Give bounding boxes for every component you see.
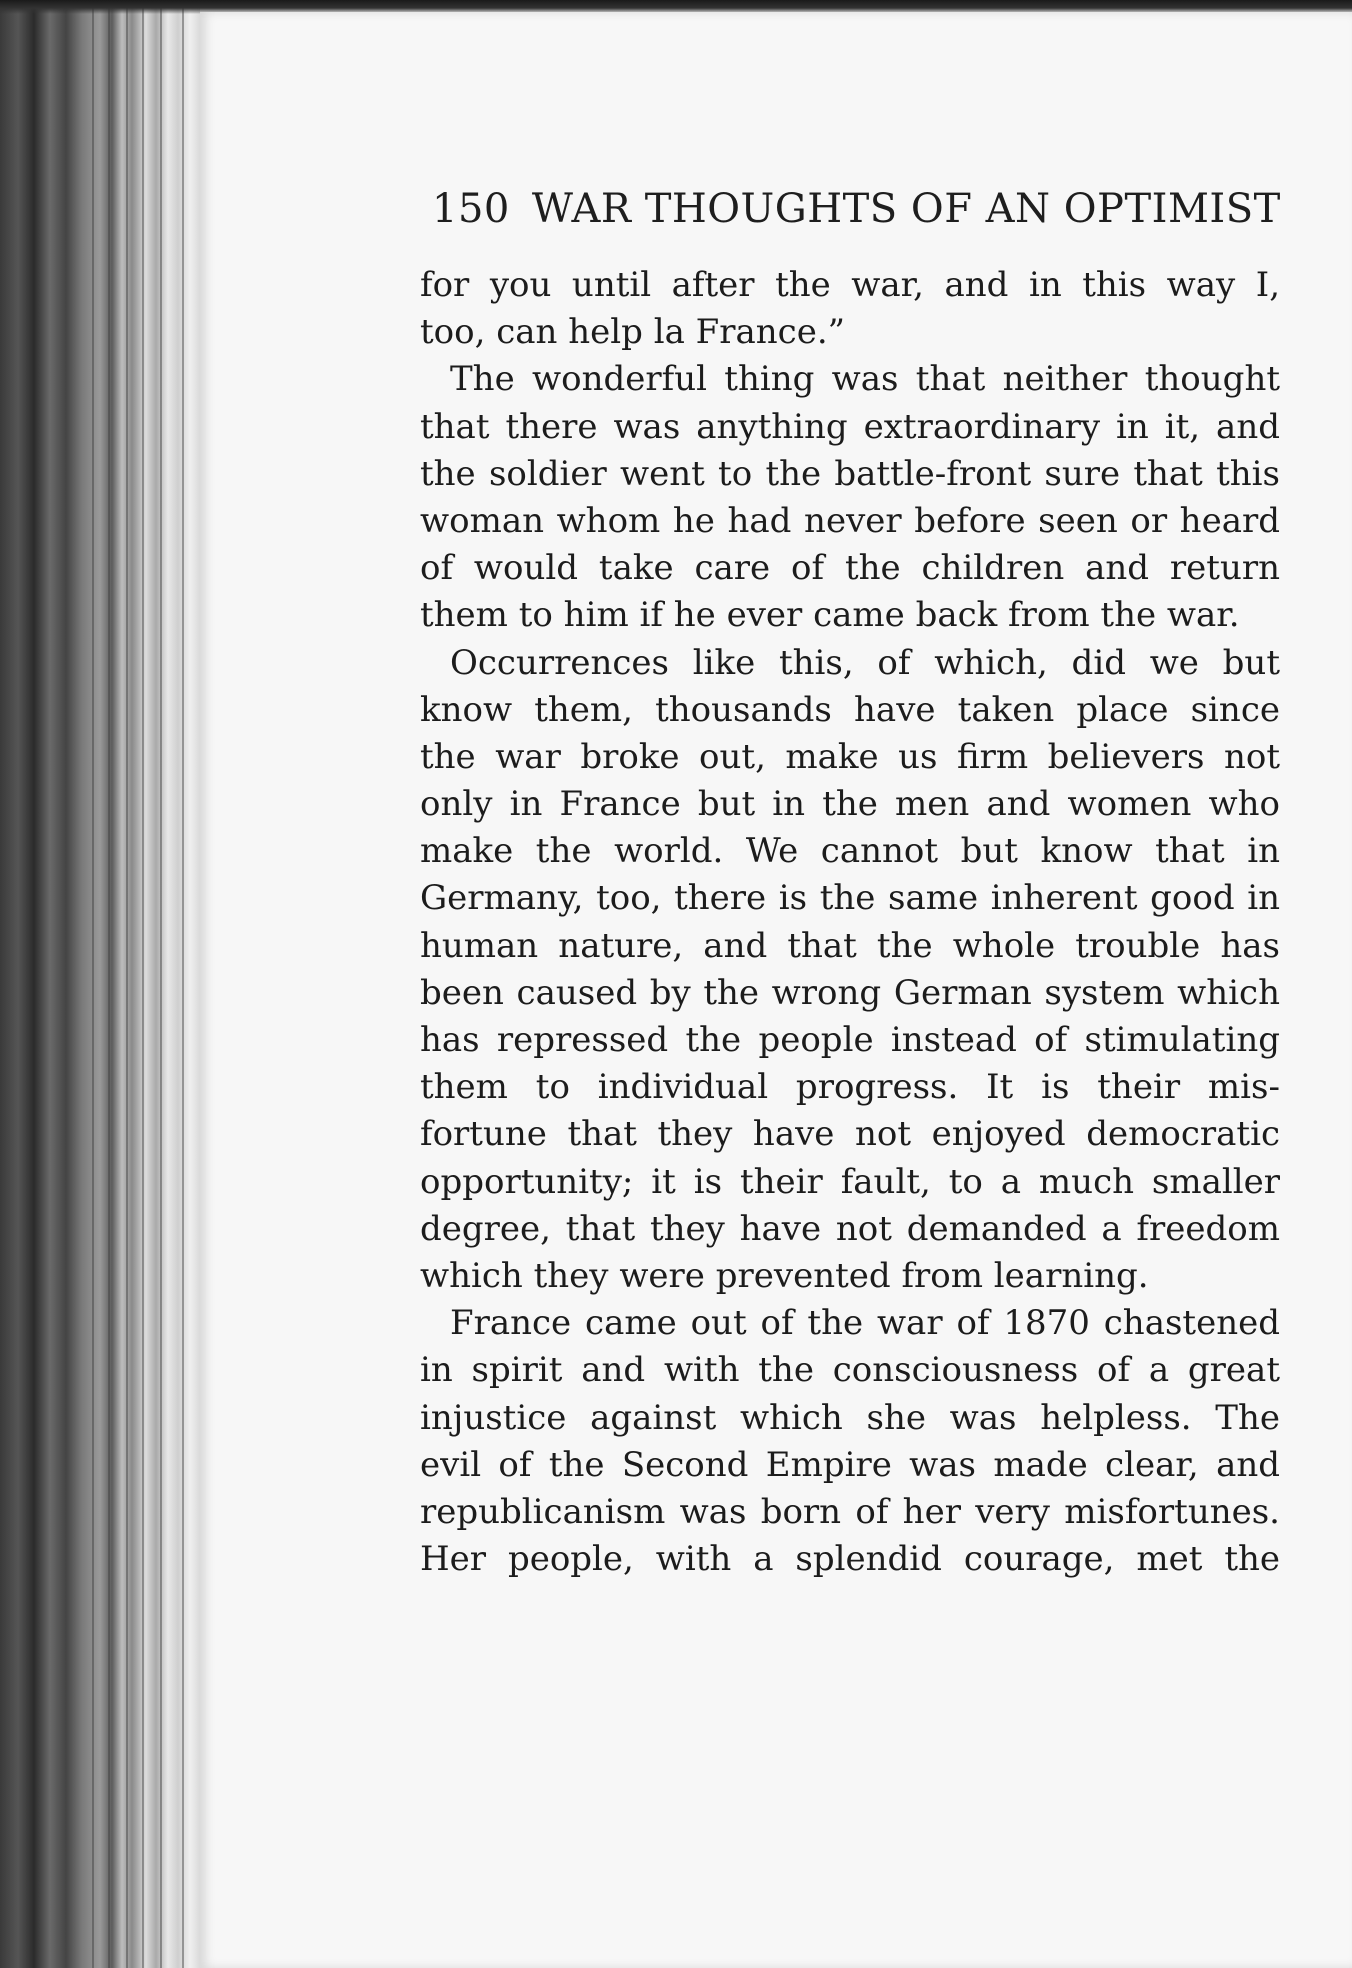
text-line: for you until after the war, and in this way I, <box>420 265 1280 305</box>
text-line: which they were prevented from learning. <box>420 1255 1149 1296</box>
text-line: them to him if he ever came back from the war. <box>420 595 1240 636</box>
text-line: Her people, with a splendid courage, met the <box>420 1539 1280 1580</box>
text-line: evil of the Second Empire was made clear, and <box>420 1444 1280 1485</box>
page-leaf-edge <box>182 0 184 1968</box>
text-line: fortune that they have not enjoyed democratic <box>420 1114 1280 1155</box>
text-line: has repressed the people instead of stimulating <box>420 1020 1280 1060</box>
text-line: been caused by the wrong German system which <box>420 972 1280 1013</box>
page-leaf-edge <box>142 0 144 1968</box>
text-line: too, can help la France.” <box>420 312 846 353</box>
text-line: Germany, too, there is the same inherent good in <box>420 878 1280 919</box>
text-line: Occurrences like this, of which, did we but <box>450 642 1280 683</box>
text-line: woman whom he had never before seen or heard <box>420 500 1280 541</box>
page-number: 150 <box>432 186 510 232</box>
text-line: injustice against which she was helpless. The <box>420 1397 1280 1438</box>
text-line: in spirit and with the consciousness of a great <box>420 1350 1280 1391</box>
page-leaf-edge <box>108 0 110 1968</box>
text-line: The wonderful thing was that neither thought <box>450 359 1280 400</box>
text-line: them to individual progress. It is their mis- <box>420 1067 1280 1108</box>
text-line: France came out of the war of 1870 chastened <box>450 1303 1280 1344</box>
page-leaf-edge <box>160 0 162 1968</box>
page-leaf-edge <box>92 0 94 1968</box>
text-line: the war broke out, make us firm believers not <box>420 736 1280 777</box>
text-line: that there was anything extraordinary in it, and <box>420 406 1280 447</box>
text-line: opportunity; it is their fault, to a much smaller <box>420 1161 1280 1202</box>
text-line: only in France but in the men and women who <box>420 784 1280 825</box>
page-leaf-edge <box>126 0 128 1968</box>
running-header <box>432 186 1281 232</box>
text-line: make the world. We cannot but know that in <box>420 831 1280 872</box>
text-line: human nature, and that the whole trouble has <box>420 925 1280 966</box>
book-binding-edge <box>0 0 200 1968</box>
text-line: republicanism was born of her very misfortunes. <box>420 1491 1280 1532</box>
running-title: WAR THOUGHTS OF AN OPTIMIST <box>531 186 1281 232</box>
text-line: of would take care of the children and return <box>420 548 1280 589</box>
text-line: the soldier went to the battle-front sure that this <box>420 453 1280 494</box>
text-line: know them, thousands have taken place since <box>420 689 1280 730</box>
text-line: degree, that they have not demanded a freedom <box>420 1208 1280 1249</box>
body-text <box>420 262 1280 1583</box>
